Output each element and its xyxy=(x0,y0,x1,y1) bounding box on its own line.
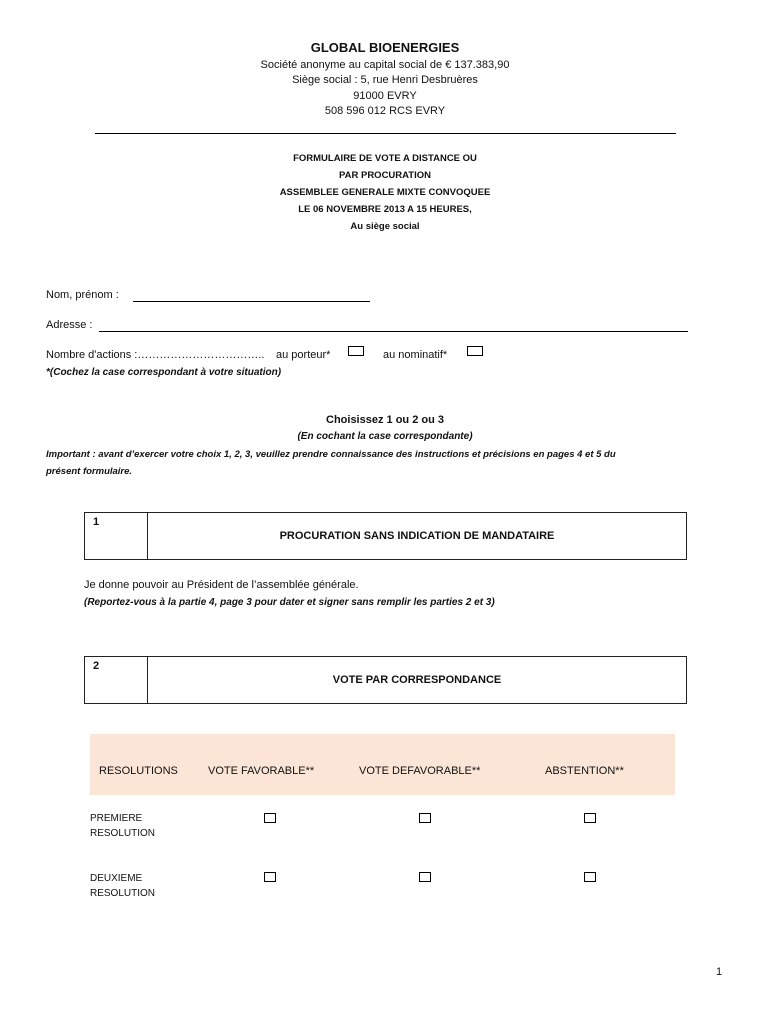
registered-label: au nominatif* xyxy=(383,349,448,361)
section-1-box xyxy=(84,512,687,560)
company-capital: Société anonyme au capital social de € 137.383,90 xyxy=(260,59,510,71)
section-1-note: (Reportez-vous à la partie 4, page 3 pour dater et signer sans remplir les parties 2 et 3) xyxy=(84,597,495,608)
header-vote-favorable: VOTE FAVORABLE** xyxy=(208,765,315,777)
row-1-favorable-checkbox[interactable] xyxy=(264,813,276,823)
row-1-line-1: PREMIERE xyxy=(90,813,143,824)
company-rcs: 508 596 012 RCS EVRY xyxy=(324,105,446,117)
name-input-line[interactable] xyxy=(133,301,370,302)
address-input-line[interactable] xyxy=(99,331,688,332)
table-row-label xyxy=(90,871,155,901)
check-note: *(Cochez la case correspondant à votre situation) xyxy=(46,367,282,378)
row-2-favorable-checkbox[interactable] xyxy=(264,872,276,882)
header-divider xyxy=(95,133,676,134)
header-vote-defavorable: VOTE DEFAVORABLE** xyxy=(359,765,481,777)
address-label: Adresse : xyxy=(46,319,93,331)
company-name: GLOBAL BIOENERGIES xyxy=(310,40,460,55)
section-2-box xyxy=(84,656,687,704)
bearer-checkbox[interactable] xyxy=(348,346,364,356)
header-abstention: ABSTENTION** xyxy=(545,765,624,777)
header-resolutions: RESOLUTIONS xyxy=(99,765,178,777)
form-title-line-3: ASSEMBLEE GENERALE MIXTE CONVOQUEE xyxy=(279,187,491,198)
section-1-title: PROCURATION SANS INDICATION DE MANDATAIRE xyxy=(279,530,555,542)
choice-subtitle: (En cochant la case correspondante) xyxy=(297,431,473,442)
row-1-line-2: RESOLUTION xyxy=(90,828,156,839)
choice-title: Choisissez 1 ou 2 ou 3 xyxy=(326,414,444,426)
section-1-text: Je donne pouvoir au Président de l’assemblée générale. xyxy=(84,579,359,591)
important-note-line-1: Important : avant d’exercer votre choix 1, 2, 3, veuillez prendre connaissance des instructions et précisions en pages 4 et 5 du xyxy=(46,449,616,460)
form-title-line-1: FORMULAIRE DE VOTE A DISTANCE OU xyxy=(293,153,477,164)
form-title-line-2: PAR PROCURATION xyxy=(338,170,431,181)
row-2-defavorable-checkbox[interactable] xyxy=(419,872,431,882)
bearer-label: au porteur* xyxy=(276,349,331,361)
section-1-number-cell xyxy=(85,513,148,559)
form-title-line-4: LE 06 NOVEMBRE 2013 A 15 HEURES, xyxy=(298,204,472,215)
section-2-title: VOTE PAR CORRESPONDANCE xyxy=(332,674,502,686)
registered-checkbox[interactable] xyxy=(467,346,483,356)
row-1-abstention-checkbox[interactable] xyxy=(584,813,596,823)
section-2-number-cell xyxy=(85,657,148,703)
row-2-line-1: DEUXIEME xyxy=(90,873,143,884)
section-2-number: 2 xyxy=(93,660,100,672)
shares-label: Nombre d'actions :…………………………….. xyxy=(46,349,265,361)
section-1-number: 1 xyxy=(93,516,100,528)
row-2-line-2: RESOLUTION xyxy=(90,888,156,899)
company-address: Siège social : 5, rue Henri Desbruères xyxy=(292,74,478,86)
resolutions-table-header xyxy=(90,734,675,795)
important-note-line-2: présent formulaire. xyxy=(46,466,133,477)
row-1-defavorable-checkbox[interactable] xyxy=(419,813,431,823)
page-number: 1 xyxy=(716,966,723,978)
row-2-abstention-checkbox[interactable] xyxy=(584,872,596,882)
form-title-line-5: Au siège social xyxy=(350,221,420,232)
company-postcode: 91000 EVRY xyxy=(353,90,417,102)
table-row-label xyxy=(90,811,155,841)
name-label: Nom, prénom : xyxy=(46,289,119,301)
